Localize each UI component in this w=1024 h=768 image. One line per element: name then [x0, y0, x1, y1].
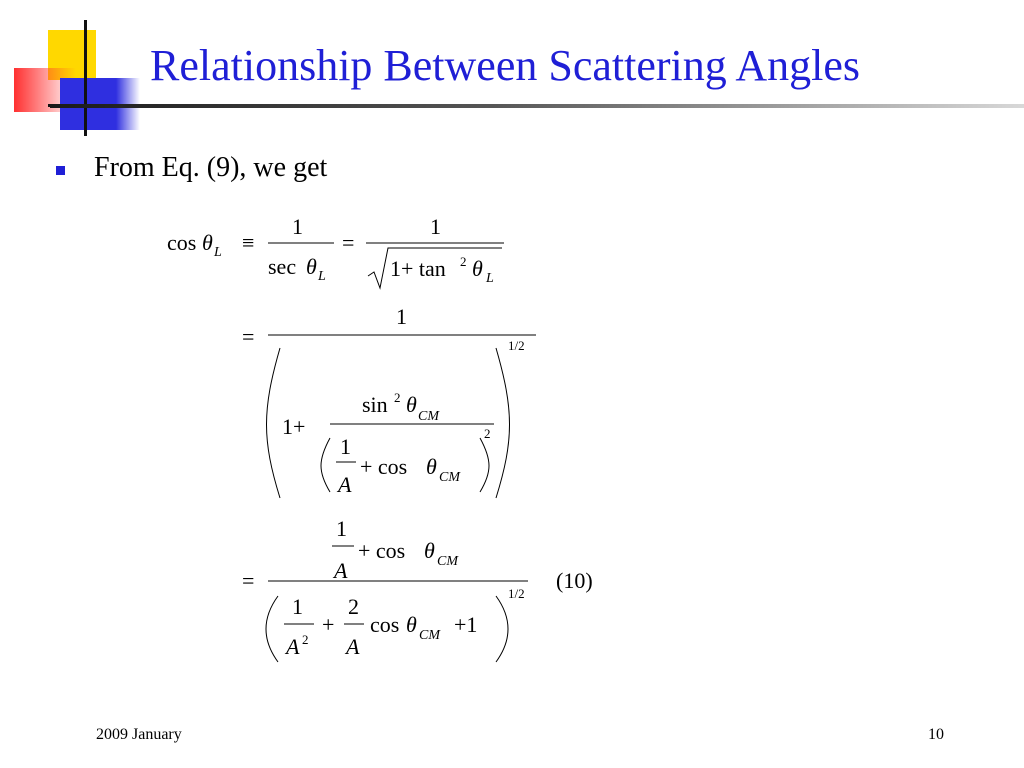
- svg-text:1: 1: [396, 304, 407, 329]
- footer-date: 2009 January: [96, 726, 182, 743]
- svg-text:2: 2: [348, 594, 359, 619]
- slide-title: Relationship Between Scattering Angles: [150, 41, 860, 90]
- svg-text:=: =: [242, 324, 255, 349]
- svg-text:1: 1: [340, 434, 351, 459]
- svg-text:+1: +1: [454, 612, 478, 637]
- title-underline: [50, 104, 1024, 108]
- svg-text:L: L: [486, 271, 494, 286]
- svg-text:θ: θ: [472, 256, 483, 281]
- bullet-text: From Eq. (9), we get: [94, 152, 328, 183]
- svg-text:=: =: [342, 230, 355, 255]
- svg-text:cos: cos: [370, 612, 400, 637]
- svg-text:1: 1: [336, 516, 347, 541]
- svg-text:A: A: [286, 634, 300, 659]
- svg-text:CM: CM: [418, 409, 439, 424]
- svg-text:θ: θ: [406, 392, 417, 417]
- svg-text:1: 1: [430, 214, 441, 239]
- svg-text:+: +: [322, 612, 335, 637]
- svg-text:1/2: 1/2: [508, 338, 525, 353]
- svg-text:L: L: [318, 269, 326, 284]
- equation-block: [150, 200, 630, 670]
- svg-text:2: 2: [484, 426, 491, 441]
- svg-text:CM: CM: [419, 628, 440, 643]
- svg-text:CM: CM: [439, 470, 460, 485]
- svg-text:2: 2: [460, 254, 467, 269]
- svg-text:1+: 1+: [282, 414, 306, 439]
- svg-text:≡: ≡: [242, 230, 255, 255]
- page-number: 10: [928, 726, 944, 743]
- svg-text:θ: θ: [202, 230, 213, 255]
- svg-text:A: A: [334, 558, 348, 583]
- svg-text:1/2: 1/2: [508, 586, 525, 601]
- equation-number: (10): [556, 568, 593, 593]
- svg-text:θ: θ: [406, 612, 417, 637]
- svg-text:2: 2: [394, 390, 401, 405]
- bullet-marker-icon: [56, 166, 65, 175]
- svg-text:2: 2: [302, 632, 309, 647]
- svg-text:θ: θ: [426, 454, 437, 479]
- svg-text:+ cos: + cos: [360, 454, 408, 479]
- svg-text:sin: sin: [362, 392, 388, 417]
- svg-text:A: A: [338, 472, 352, 497]
- svg-text:L: L: [214, 245, 222, 260]
- svg-text:+ cos: + cos: [358, 538, 406, 563]
- svg-text:sec: sec: [268, 254, 297, 279]
- svg-text:θ: θ: [424, 538, 435, 563]
- svg-text:1: 1: [292, 214, 303, 239]
- svg-text:cos: cos: [167, 230, 197, 255]
- svg-text:A: A: [346, 634, 360, 659]
- svg-text:1: 1: [292, 594, 303, 619]
- svg-text:θ: θ: [306, 254, 317, 279]
- svg-text:=: =: [242, 568, 255, 593]
- svg-text:1+ tan: 1+ tan: [390, 256, 446, 281]
- decorative-logo: [0, 0, 150, 140]
- svg-text:CM: CM: [437, 554, 458, 569]
